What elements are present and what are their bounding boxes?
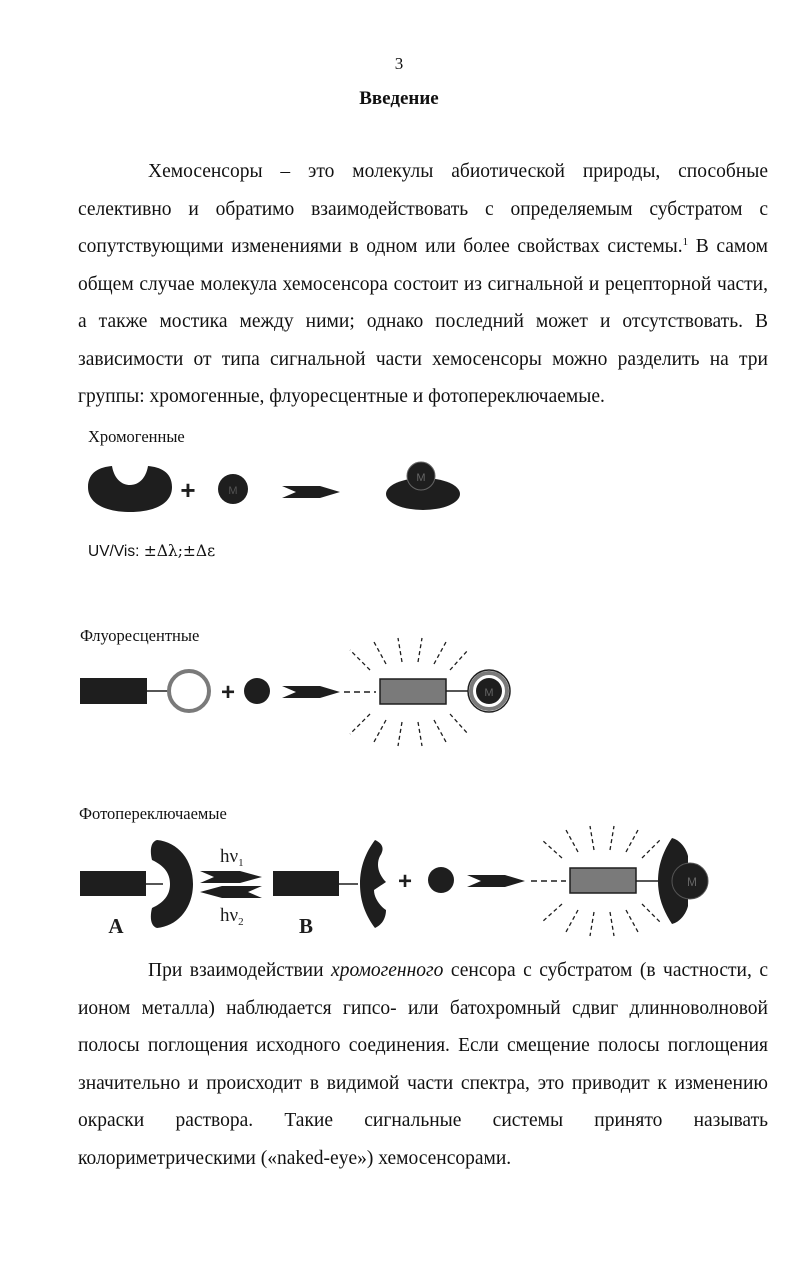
chromogenic-complex-metal-label: M [416,472,426,484]
form-b-receptor [360,840,386,928]
page-number: 3 [394,54,404,73]
hv1-label [220,846,244,869]
hv2-subscript: 2 [238,916,244,928]
hv1-symbol: hν [220,846,239,867]
form-b-signal-unit [273,871,339,896]
chromogenic-arrow [282,486,340,498]
form-a-signal-unit [80,871,146,896]
fluorescent-metal-label: M [484,687,494,699]
fluorescent-bound-complex [468,670,510,712]
chromogenic-receptor-shape [88,466,172,512]
fluorescent-arrow [282,686,340,698]
fluorescent-emitting-unit [380,679,446,704]
chromogenic-metal-label: M [228,485,238,497]
fluorescent-plus: + [220,679,236,706]
forward-arrow [200,871,262,883]
fluorescent-signal-unit [80,678,147,704]
hv2-label [220,905,244,928]
photoswitchable-metal-ion [428,867,454,893]
photoswitchable-emitting-unit [570,868,636,893]
para2-italic: хромогенного [331,960,444,981]
chromogenic-label: Хромогенные [88,427,185,446]
page-title: Введение [359,88,439,109]
intro-text-1: Хемосенсоры – это молекулы абиотической природы, способные селективно и обратимо взаимодействовать с определяемым субстратом с сопутствующими изменениями в одном или более свойствах системы. [78,161,768,257]
uv-prefix: UV/Vis: [88,543,144,560]
form-a-label: A [108,914,124,938]
photoswitchable-label: Фотопереключаемые [79,804,227,823]
hv1-subscript: 1 [238,857,244,869]
form-b-label: B [298,914,314,938]
uv-formula: ±Δλ;±Δε [143,542,216,560]
reference-1: 1 [682,236,689,248]
intro-text-2: В самом общем случае молекула хемосенсора состоит из сигнальной и рецепторной части, а также мостика между ними; однако последний может и отсутствовать. В зависимости от типа сигнальной части хемосенсоры можно разделить на три группы: хромогенные, флуоресцентные и фотопереключаемые. [78,236,768,407]
reverse-arrow [200,886,262,898]
photoswitchable-metal-label: M [687,875,697,889]
chromogenic-plus: + [180,475,196,505]
photoswitchable-plus: + [397,868,413,895]
hv2-symbol: hν [220,905,239,926]
chromogenic-complex [386,462,460,510]
para2-text-1: При взаимодействии [148,960,332,981]
para2-text-2: сенсора с субстратом (в частности, с ионом металла) наблюдается гипсо- или батохромный сдвиг длинноволновой полосы поглощения исходного соединения. Если смещение полосы поглощения значительно и происходит в видимой части спектра, это приводит к изменению окраски раствора. Такие сигнальные системы принято называть колориметрическими («naked-eye») хемосенсорами. [78,960,768,1169]
chromogenic-paragraph [78,952,768,1177]
fluorescent-receptor-ring [169,671,209,711]
photoswitchable-arrow [467,875,525,887]
photoswitchable-bound-complex [658,838,708,924]
fluorescent-label: Флуоресцентные [80,626,200,645]
fluorescent-metal-ion [244,678,270,704]
